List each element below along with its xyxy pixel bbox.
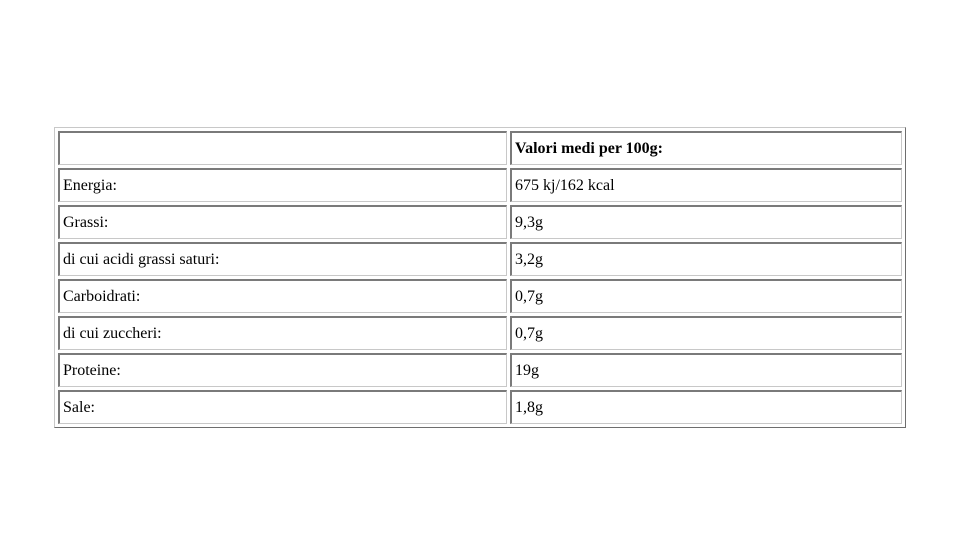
nutrient-label: di cui zuccheri:	[58, 316, 507, 350]
table-row	[58, 279, 902, 313]
nutrient-value: 1,8g	[510, 390, 902, 424]
table-row	[58, 242, 902, 276]
nutrient-label: Proteine:	[58, 353, 507, 387]
nutrient-value: 0,7g	[510, 316, 902, 350]
nutrient-label: Energia:	[58, 168, 507, 202]
table-row	[58, 205, 902, 239]
nutrient-value: 0,7g	[510, 279, 902, 313]
header-value-cell: Valori medi per 100g:	[510, 131, 902, 165]
nutrient-label: Carboidrati:	[58, 279, 507, 313]
nutrient-value: 19g	[510, 353, 902, 387]
table-row	[58, 316, 902, 350]
nutrient-label: di cui acidi grassi saturi:	[58, 242, 507, 276]
nutrient-value: 3,2g	[510, 242, 902, 276]
nutrient-value: 9,3g	[510, 205, 902, 239]
table-row	[58, 353, 902, 387]
table-row	[58, 168, 902, 202]
header-label-cell	[58, 131, 507, 165]
nutrient-label: Grassi:	[58, 205, 507, 239]
table-header-row	[58, 131, 902, 165]
table-row	[58, 390, 902, 424]
nutrient-value: 675 kj/162 kcal	[510, 168, 902, 202]
nutrient-label: Sale:	[58, 390, 507, 424]
nutrition-table	[54, 127, 906, 428]
